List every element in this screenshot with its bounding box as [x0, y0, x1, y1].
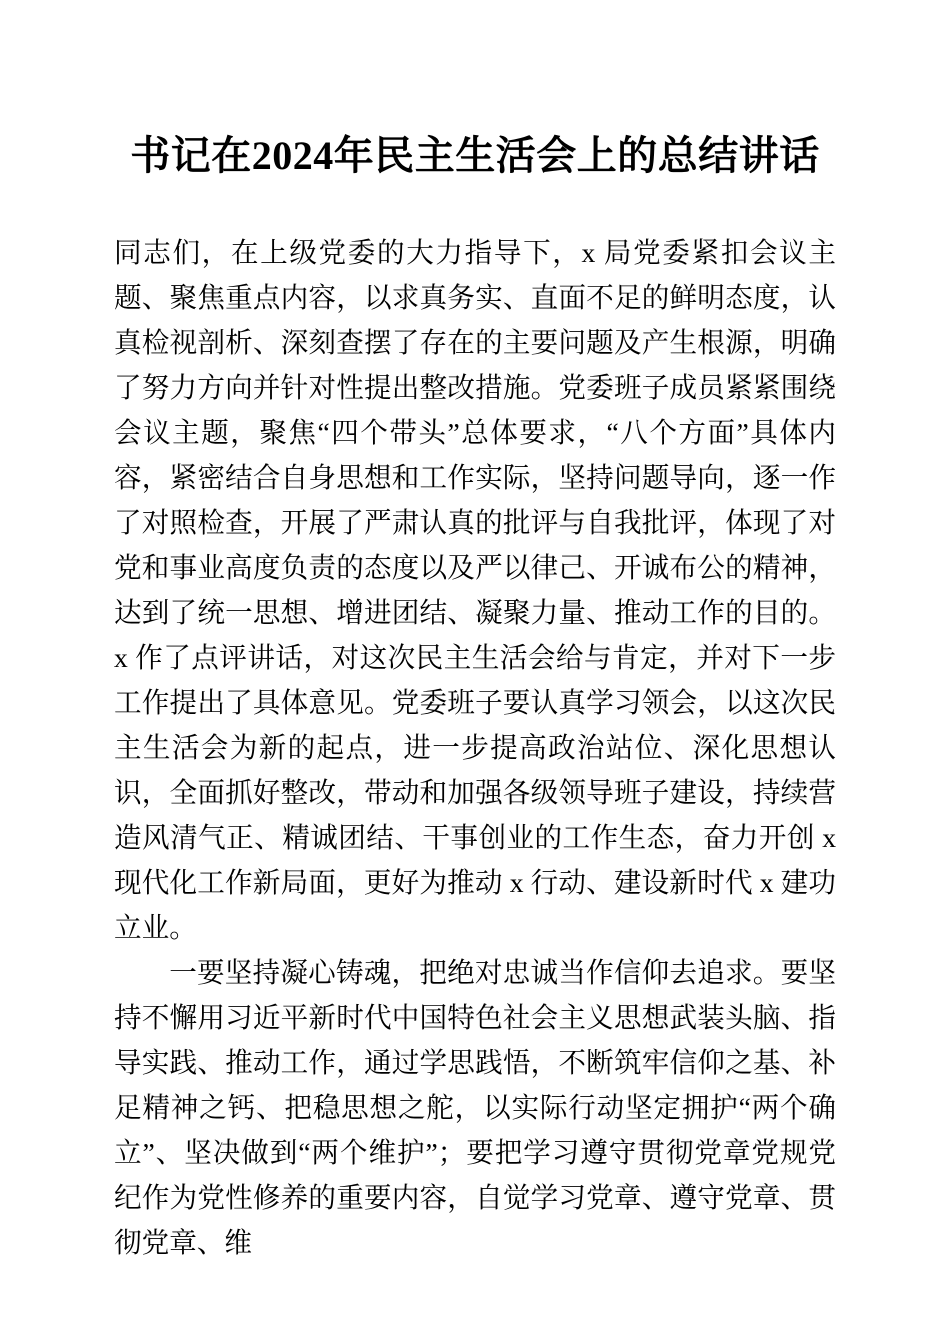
paragraph-intro: 同志们，在上级党委的大力指导下，x 局党委紧扣会议主题、聚焦重点内容，以求真务实、直面不足的鲜明态度，认真检视剖析、深刻查摆了存在的主要问题及产生根源，明确了努力方向并针对性提出整改措施。党委班子成员紧紧围绕会议主题，聚焦“四个带头”总体要求，“八个方面”具体内容，紧密结合自身思想和工作实际，坚持问题导向，逐一作了对照检查，开展了严肃认真的批评与自我批评，体现了对党和事业高度负责的态度以及严以律己、开诚布公的精神，达到了统一思想、增进团结、凝聚力量、推动工作的目的。x 作了点评讲话，对这次民主生活会给与肯定，并对下一步工作提出了具体意见。党委班子要认真学习领会，以这次民主生活会为新的起点，进一步提高政治站位、深化思想认识，全面抓好整改，带动和加强各级领导班子建设，持续营造风清气正、精诚团结、干事创业的工作生态，奋力开创 x 现代化工作新局面，更好为推动 x 行动、建设新时代 x 建功立业。 [114, 237, 836, 943]
document-body [114, 230, 836, 1265]
paragraph-point-one: 一要坚持凝心铸魂，把绝对忠诚当作信仰去追求。要坚持不懈用习近平新时代中国特色社会主义思想武装头脑、指导实践、推动工作，通过学思践悟，不断筑牢信仰之基、补足精神之钙、把稳思想之舵，以实际行动坚定拥护“两个确立”、坚决做到“两个维护”；要把学习遵守贯彻党章党规党纪作为党性修养的重要内容，自觉学习党章、遵守党章、贯彻党章、维 [114, 957, 836, 1258]
document-title: 书记在2024年民主生活会上的总结讲话 [130, 133, 820, 178]
